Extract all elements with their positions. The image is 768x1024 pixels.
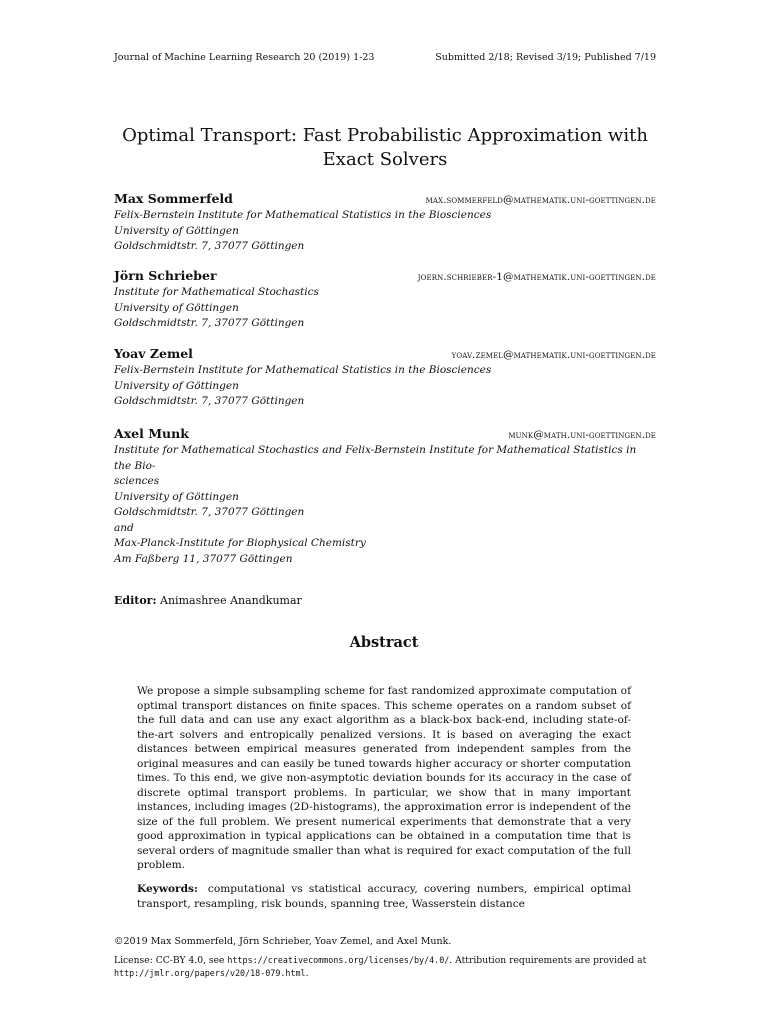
author-block [114,346,656,410]
affiliation-line: Goldschmidtstr. 7, 37077 Göttingen [114,395,305,407]
affiliation-line: Goldschmidtstr. 7, 37077 Göttingen [114,240,305,252]
author-name: Axel Munk [114,426,189,441]
affiliation-line: University of Göttingen [114,490,239,503]
keywords-label: Keywords: [137,883,198,895]
attribution-suffix: . [305,968,309,979]
author-email[interactable]: max.sommerfeld@mathematik.uni-goettingen.de [425,194,656,206]
affiliation-line: Am Faßberg 11, 37077 Göttingen [114,552,293,565]
author-email[interactable]: munk@math.uni-goettingen.de [508,429,656,441]
keywords-text: computational vs statistical accuracy, covering numbers, empirical optimal transport, resampling, risk bounds, spanning tree, Wasserstein distance [137,883,631,910]
paper-title [60,124,710,172]
keywords-line [137,882,631,911]
author-name: Yoav Zemel [114,346,193,361]
author-block [114,191,656,255]
affiliation-line: sciences [114,475,160,487]
author-name: Jörn Schrieber [114,268,217,283]
affiliation-line: Institute for Mathematical Stochastics [114,286,319,298]
affiliation-line: Felix-Bernstein Institute for Mathematical Statistics in the Biosciences [114,209,492,221]
affiliation-line: University of Göttingen [114,379,239,392]
affiliation-line: Goldschmidtstr. 7, 37077 Göttingen [114,506,305,518]
license-prefix: License: CC-BY 4.0, see [114,955,228,966]
title-line-1: Optimal Transport: Fast Probabilistic Approximation with [122,125,648,146]
author-name: Max Sommerfeld [114,191,233,206]
editor-label: Editor: [114,594,157,607]
affiliation-line: Institute for Mathematical Stochastics and Felix-Bernstein Institute for Mathematical Statistics in the Bio- [114,444,637,472]
editor-line [114,594,302,607]
journal-header: Journal of Machine Learning Research 20 (2019) 1-23 [114,52,375,63]
title-line-2: Exact Solvers [322,149,448,170]
affiliation-line: and [114,521,134,534]
editor-name: Animashree Anandkumar [160,594,302,607]
author-block [114,268,656,332]
submission-dates: Submitted 2/18; Revised 3/19; Published 7/19 [435,52,656,63]
author-email[interactable]: joern.schrieber-1@mathematik.uni-goettingen.de [417,271,656,283]
license-link[interactable]: https://creativecommons.org/licenses/by/4.0/ [227,955,450,965]
license-mid: . Attribution requirements are provided at [449,955,647,966]
affiliation-line: Goldschmidtstr. 7, 37077 Göttingen [114,317,305,329]
affiliation-line: University of Göttingen [114,224,239,237]
author-block [114,426,656,567]
copyright-notice: ©2019 Max Sommerfeld, Jörn Schrieber, Yoav Zemel, and Axel Munk. [114,936,452,947]
affiliation-line: University of Göttingen [114,301,239,314]
affiliation-line: Max-Planck-Institute for Biophysical Chemistry [114,537,366,549]
attribution-link[interactable]: http://jmlr.org/papers/v20/18-079.html [114,968,306,978]
abstract-text: We propose a simple subsampling scheme for fast randomized approximate computation of optimal transport distances on finite spaces. This scheme operates on a random subset of the full data and can use any exact algorithm as a black-box back-end, including state-of-the-art solvers and entropically penalized versions. It is based on averaging the exact distances between empirical measures generated from independent samples from the original measures and can easily be tuned towards higher accuracy or shorter computation times. To this end, we give non-asymptotic deviation bounds for its accuracy in the case of discrete optimal transport problems. In particular, we show that in many important instances, including images (2D-histograms), the approximation error is independent of the size of the full problem. We present numerical experiments that demonstrate that a very good approximation in typical applications can be obtained in a computation time that is several orders of magnitude smaller than what is required for exact computation of the full problem. [137,685,631,871]
affiliation-line: Felix-Bernstein Institute for Mathematical Statistics in the Biosciences [114,364,492,376]
author-email[interactable]: yoav.zemel@mathematik.uni-goettingen.de [451,349,656,361]
license-notice [114,954,674,980]
abstract-heading: Abstract [349,634,419,651]
